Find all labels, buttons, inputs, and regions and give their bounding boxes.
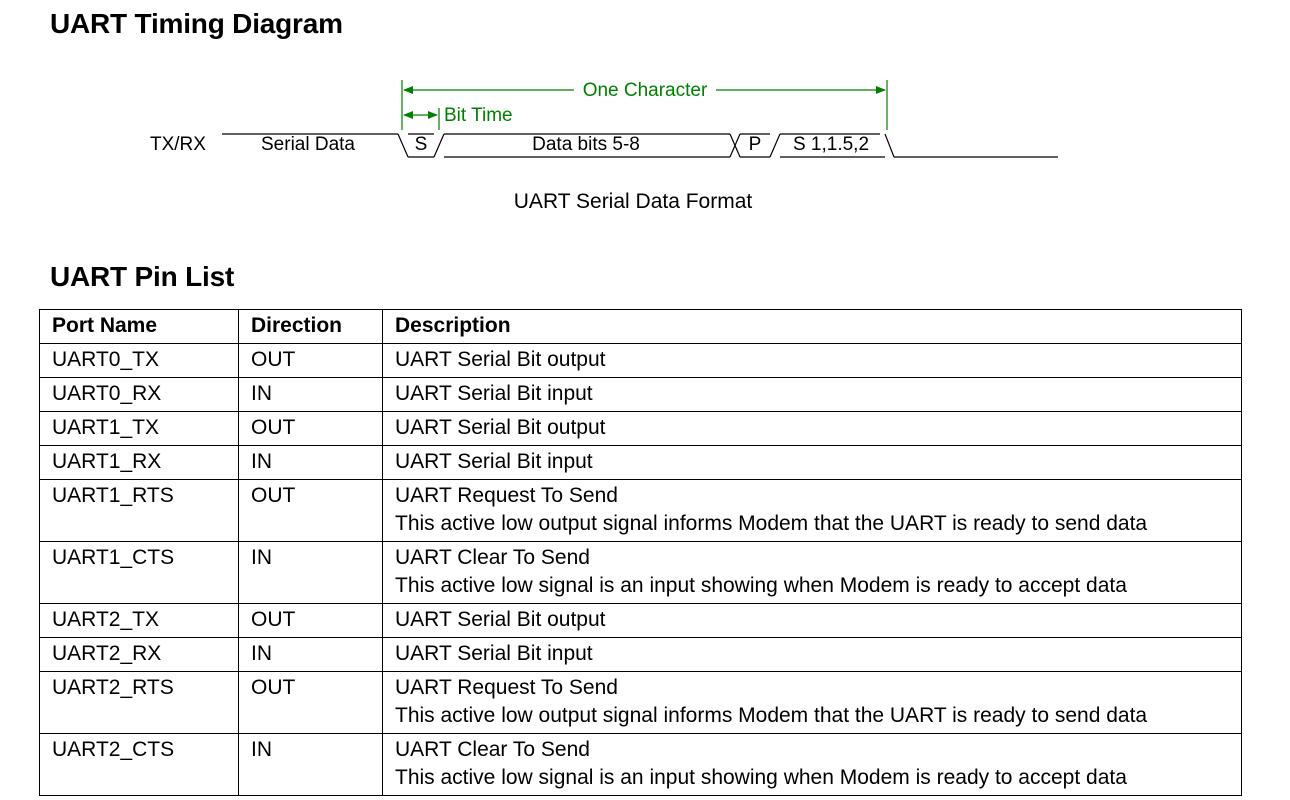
description-line: UART Request To Send: [395, 676, 618, 699]
pin-list-table: [39, 309, 1242, 796]
table-row: [40, 378, 1242, 412]
bit-time-label: Bit Time: [444, 105, 513, 126]
description-cell: [383, 604, 1242, 638]
one-character-label: One Character: [582, 80, 708, 101]
description-detail: This active low signal is an input showing when Modem is ready to accept data: [395, 766, 1127, 789]
description-cell: [383, 344, 1242, 378]
description-line: UART Serial Bit output: [395, 348, 606, 371]
description-line: UART Serial Bit output: [395, 608, 606, 631]
description-cell: [383, 542, 1242, 604]
direction-cell: OUT: [239, 344, 383, 378]
description-cell: [383, 446, 1242, 480]
description-cell: [383, 378, 1242, 412]
direction-cell: OUT: [239, 604, 383, 638]
port-name-cell: UART1_CTS: [40, 542, 239, 604]
serial-data-label: Serial Data: [261, 134, 355, 155]
table-header-row: [40, 310, 1242, 344]
parity-label: P: [748, 134, 762, 155]
diagram-caption: UART Serial Data Format: [513, 190, 753, 213]
description-detail: This active low output signal informs Modem that the UART is ready to send data: [395, 704, 1148, 727]
port-name-cell: UART1_TX: [40, 412, 239, 446]
description-detail: This active low output signal informs Modem that the UART is ready to send data: [395, 512, 1148, 535]
direction-cell: IN: [239, 734, 383, 796]
description-detail: This active low signal is an input showing when Modem is ready to accept data: [395, 574, 1127, 597]
description-cell: [383, 734, 1242, 796]
table-row: [40, 638, 1242, 672]
direction-cell: IN: [239, 446, 383, 480]
description-line: UART Serial Bit input: [395, 642, 593, 665]
table-row: [40, 672, 1242, 734]
port-name-cell: UART0_RX: [40, 378, 239, 412]
port-name-cell: UART2_RTS: [40, 672, 239, 734]
port-name-cell: UART2_TX: [40, 604, 239, 638]
description-cell: [383, 638, 1242, 672]
table-row: [40, 542, 1242, 604]
description-line: UART Clear To Send: [395, 546, 590, 569]
direction-cell: OUT: [239, 672, 383, 734]
table-row: [40, 412, 1242, 446]
timing-diagram-title: UART Timing Diagram: [50, 8, 343, 39]
port-name-cell: UART1_RTS: [40, 480, 239, 542]
start-bit-label: S: [414, 134, 428, 155]
description-line: UART Request To Send: [395, 484, 618, 507]
direction-cell: OUT: [239, 480, 383, 542]
description-line: UART Serial Bit output: [395, 416, 606, 439]
port-name-cell: UART2_CTS: [40, 734, 239, 796]
uart-timing-diagram: [0, 60, 1290, 180]
port-name-cell: UART2_RX: [40, 638, 239, 672]
header-description: Description: [383, 310, 1242, 344]
pin-list-title: UART Pin List: [50, 261, 235, 292]
direction-cell: OUT: [239, 412, 383, 446]
data-bits-label: Data bits 5-8: [532, 134, 640, 155]
direction-cell: IN: [239, 638, 383, 672]
description-line: UART Serial Bit input: [395, 450, 593, 473]
pin-rows: [40, 344, 1242, 796]
table-row: [40, 480, 1242, 542]
description-line: UART Clear To Send: [395, 738, 590, 761]
direction-cell: IN: [239, 542, 383, 604]
table-row: [40, 446, 1242, 480]
stop-bits-label: S 1,1.5,2: [792, 134, 870, 155]
description-line: UART Serial Bit input: [395, 382, 593, 405]
port-name-cell: UART0_TX: [40, 344, 239, 378]
description-cell: [383, 412, 1242, 446]
description-cell: [383, 672, 1242, 734]
table-row: [40, 734, 1242, 796]
direction-cell: IN: [239, 378, 383, 412]
description-cell: [383, 480, 1242, 542]
signal-label: TX/RX: [150, 134, 206, 155]
port-name-cell: UART1_RX: [40, 446, 239, 480]
table-row: [40, 604, 1242, 638]
header-direction: Direction: [239, 310, 383, 344]
header-port-name: Port Name: [40, 310, 239, 344]
table-row: [40, 344, 1242, 378]
